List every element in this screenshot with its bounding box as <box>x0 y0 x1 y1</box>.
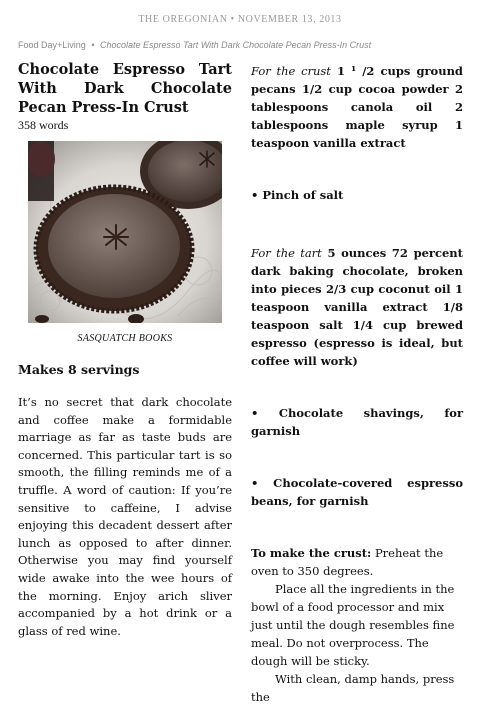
ingredient-shavings: • Chocolate shavings, for garnish <box>251 406 463 438</box>
intro-paragraph: It’s no secret that dark chocolate and coffee make a formidable marriage as far as taste buds are concerned. This particular tart is so smooth, the filling reminds me of a truffle. A word of caution: If you’re sensitive to caffeine, I advise enjoying this decadent dessert after lunch as opposed to after dinner. Otherwise you may find yourself wide awake into the wee hours of the morning. Enjoy arich sliver accompanied by a hot drink or a glass of red wine. <box>18 395 232 638</box>
article-title: Chocolate Espresso Tart With Dark Chocolate Pecan Press-In Crust <box>18 61 232 116</box>
method-crust-step-1 <box>251 544 463 580</box>
crust-ingredients: 1 ¹ /2 cups ground pecans 1/2 cup cocoa powder 2 tablespoons canola oil 2 tablespoons maple syrup 1 teaspoon vanilla extract <box>251 64 463 150</box>
crust-heading: For the crust <box>251 64 331 78</box>
method-crust-step-3: With clean, damp hands, press the <box>251 672 455 704</box>
breadcrumb-current: Chocolate Espresso Tart With Dark Chocolate Pecan Press-In Crust <box>99 40 372 50</box>
ingredients-crust <box>251 62 463 152</box>
tart-heading: For the tart <box>251 246 322 260</box>
photo-credit: SASQUATCH BOOKS <box>77 333 173 344</box>
ingredients-tart <box>251 244 463 370</box>
word-count: 358 words <box>18 118 69 132</box>
method-crust-heading: To make the crust: <box>251 546 372 560</box>
ingredient-espresso-beans: • Chocolate-covered espresso beans, for garnish <box>251 476 463 508</box>
breadcrumb <box>18 40 468 50</box>
breadcrumb-separator: • <box>91 40 95 50</box>
ingredient-salt: • Pinch of salt <box>251 188 344 202</box>
article-left-column <box>18 60 232 652</box>
method-crust-step-2: Place all the ingredients in the bowl of a food processor and mix just until the dough resembles fine meal. Do not overprocess. The dough will be sticky. <box>251 582 455 668</box>
servings: Makes 8 servings <box>18 362 140 377</box>
tart-photo <box>28 141 222 323</box>
masthead: THE OREGONIAN • NOVEMBER 13, 2013 <box>138 14 342 25</box>
method-crust-text-1: Preheat the oven to 350 degrees. <box>251 546 444 578</box>
tart-ingredients: 5 ounces 72 percent dark baking chocolate, broken into pieces 2/3 cup coconut oil 1 teaspoon vanilla extract 1/8 teaspoon salt 1/4 cup brewed espresso (espresso is ideal, but coffee will work) <box>251 246 463 368</box>
article-right-column <box>251 62 463 706</box>
breadcrumb-section-link[interactable]: Food Day+Living <box>18 40 86 50</box>
